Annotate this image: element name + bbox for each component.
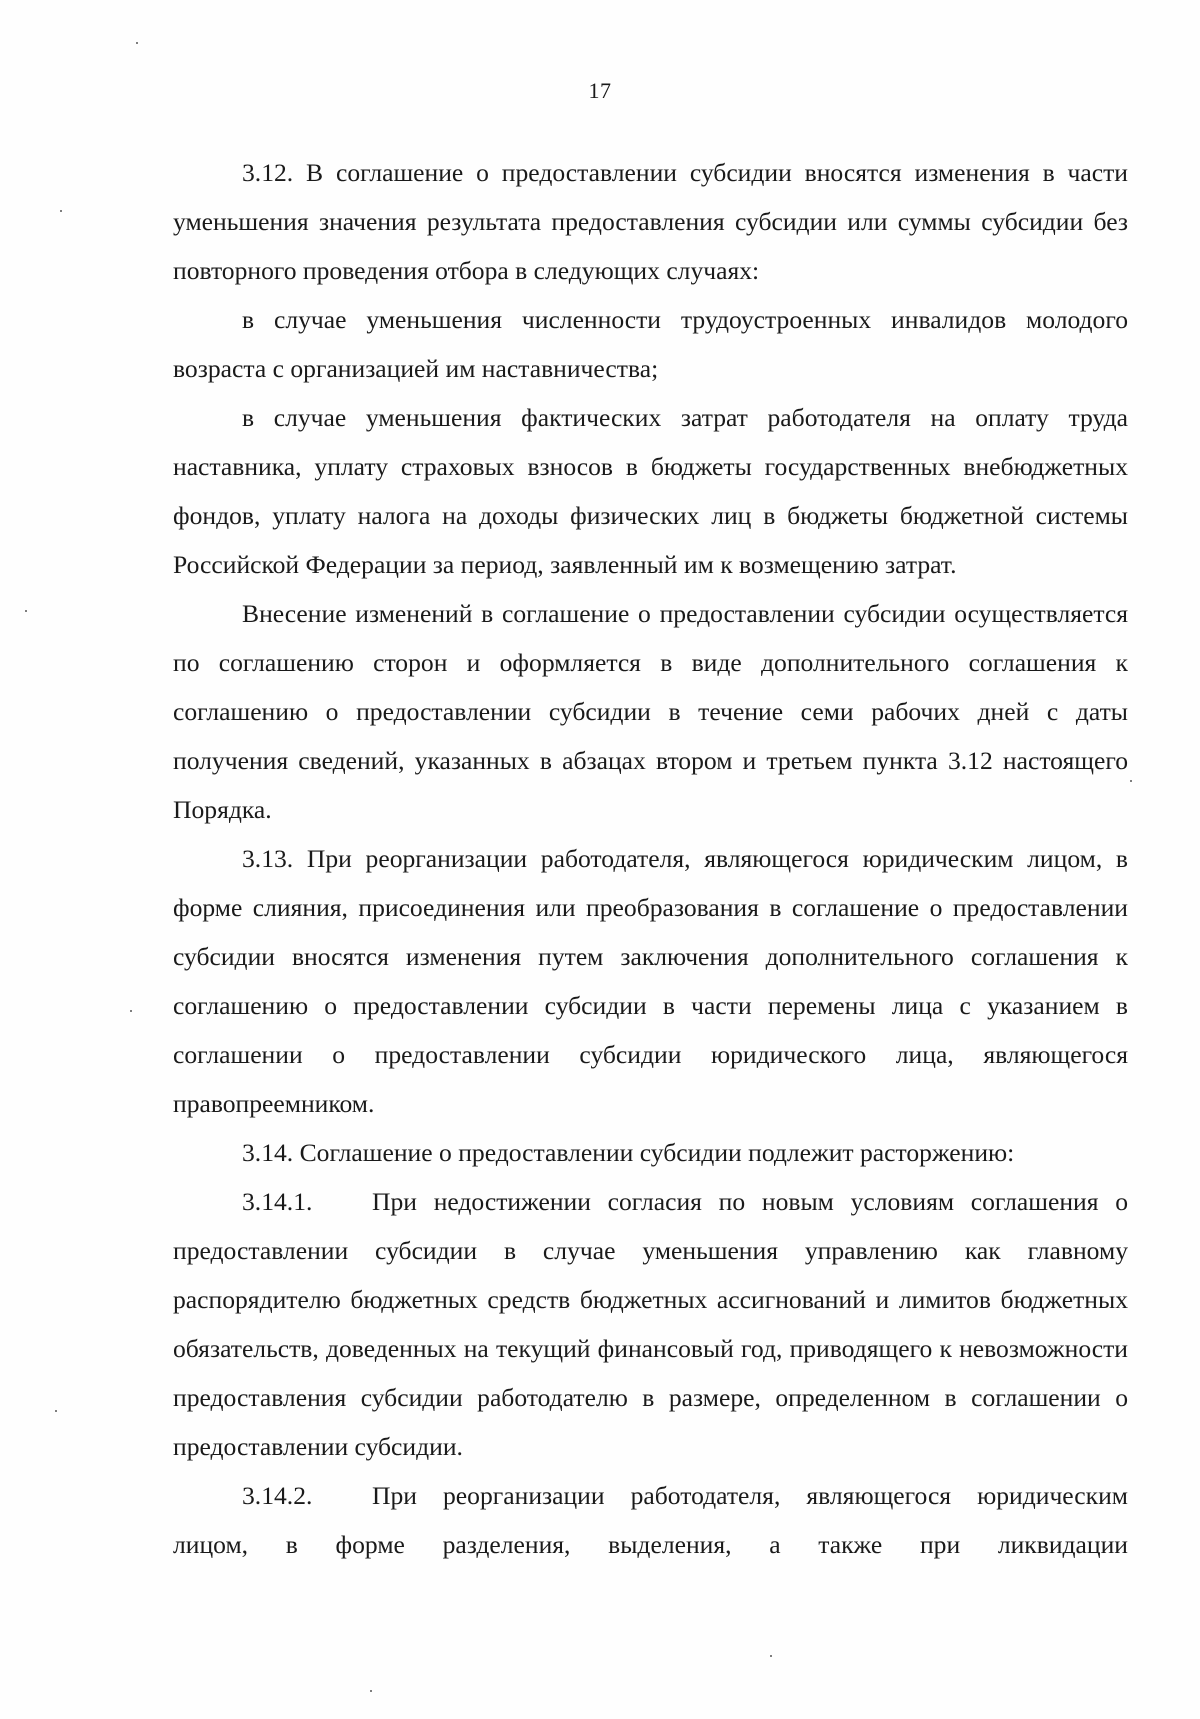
paragraph-3-13: 3.13. При реорганизации работодателя, являющегося юридическим лицом, в форме слияния, присоединения или преобразования в соглашение о предоставлении субсидии вносятся изменения путем заключения дополнительного соглашения к соглашению о предоставлении субсидии в части перемены лица с указанием в соглашении о предоставлении субсидии юридического лица, являющегося правопреемником.: [173, 844, 1128, 1118]
paragraph-3-12-case-2: в случае уменьшения фактических затрат работодателя на оплату труда наставника, уплату страховых взносов в бюджеты государственных внебюджетных фондов, уплату налога на доходы физических лиц в бюджеты бюджетной системы Российской Федерации за период, заявленный им к возмещению затрат.: [173, 403, 1128, 579]
scan-speck: [130, 1010, 132, 1012]
paragraph-3-12: 3.12. В соглашение о предоставлении субсидии вносятся изменения в части уменьшения значения результата предоставления субсидии или суммы субсидии без повторного проведения отбора в следующих случаях:: [173, 158, 1128, 285]
scan-speck: [370, 1690, 372, 1692]
clause-text: При недостижении согласия по новым условиям соглашения о предоставлении субсидии в случае уменьшения управлению как главному распорядителю бюджетных средств бюджетных ассигнований и лимитов бюджетных обязательств, доведенных на текущий финансовый год, приводящего к невозможности предоставления субсидии работодателю в размере, определенном в соглашении о предоставлении субсидии.: [173, 1187, 1128, 1461]
clause-text: При реорганизации работодателя, являющегося юридическим лицом, в форме разделения, выделения, а также при ликвидации: [173, 1481, 1128, 1559]
scan-speck: [770, 1655, 772, 1657]
paragraph-3-12-amendment: Внесение изменений в соглашение о предоставлении субсидии осуществляется по соглашению сторон и оформляется в виде дополнительного соглашения к соглашению о предоставлении субсидии в течение семи рабочих дней с даты получения сведений, указанных в абзацах втором и третьем пункта 3.12 настоящего Порядка.: [173, 599, 1128, 824]
paragraph-3-12-case-1: в случае уменьшения численности трудоустроенных инвалидов молодого возраста с организацией им наставничества;: [173, 305, 1128, 383]
scan-speck: [25, 610, 27, 612]
scan-speck: [60, 210, 62, 212]
paragraph-3-14: 3.14. Соглашение о предоставлении субсидии подлежит расторжению:: [242, 1138, 1015, 1167]
scan-speck: [136, 42, 138, 44]
clause-number: 3.14.1.: [242, 1187, 313, 1216]
document-body: [173, 148, 1128, 1569]
paragraph-3-14-1: [173, 1177, 1128, 1471]
scan-speck: [1130, 780, 1132, 782]
paragraph-3-14-2: [173, 1471, 1128, 1569]
clause-number: 3.14.2.: [242, 1481, 313, 1510]
scan-speck: [55, 1410, 57, 1412]
page-number: 17: [588, 78, 612, 103]
